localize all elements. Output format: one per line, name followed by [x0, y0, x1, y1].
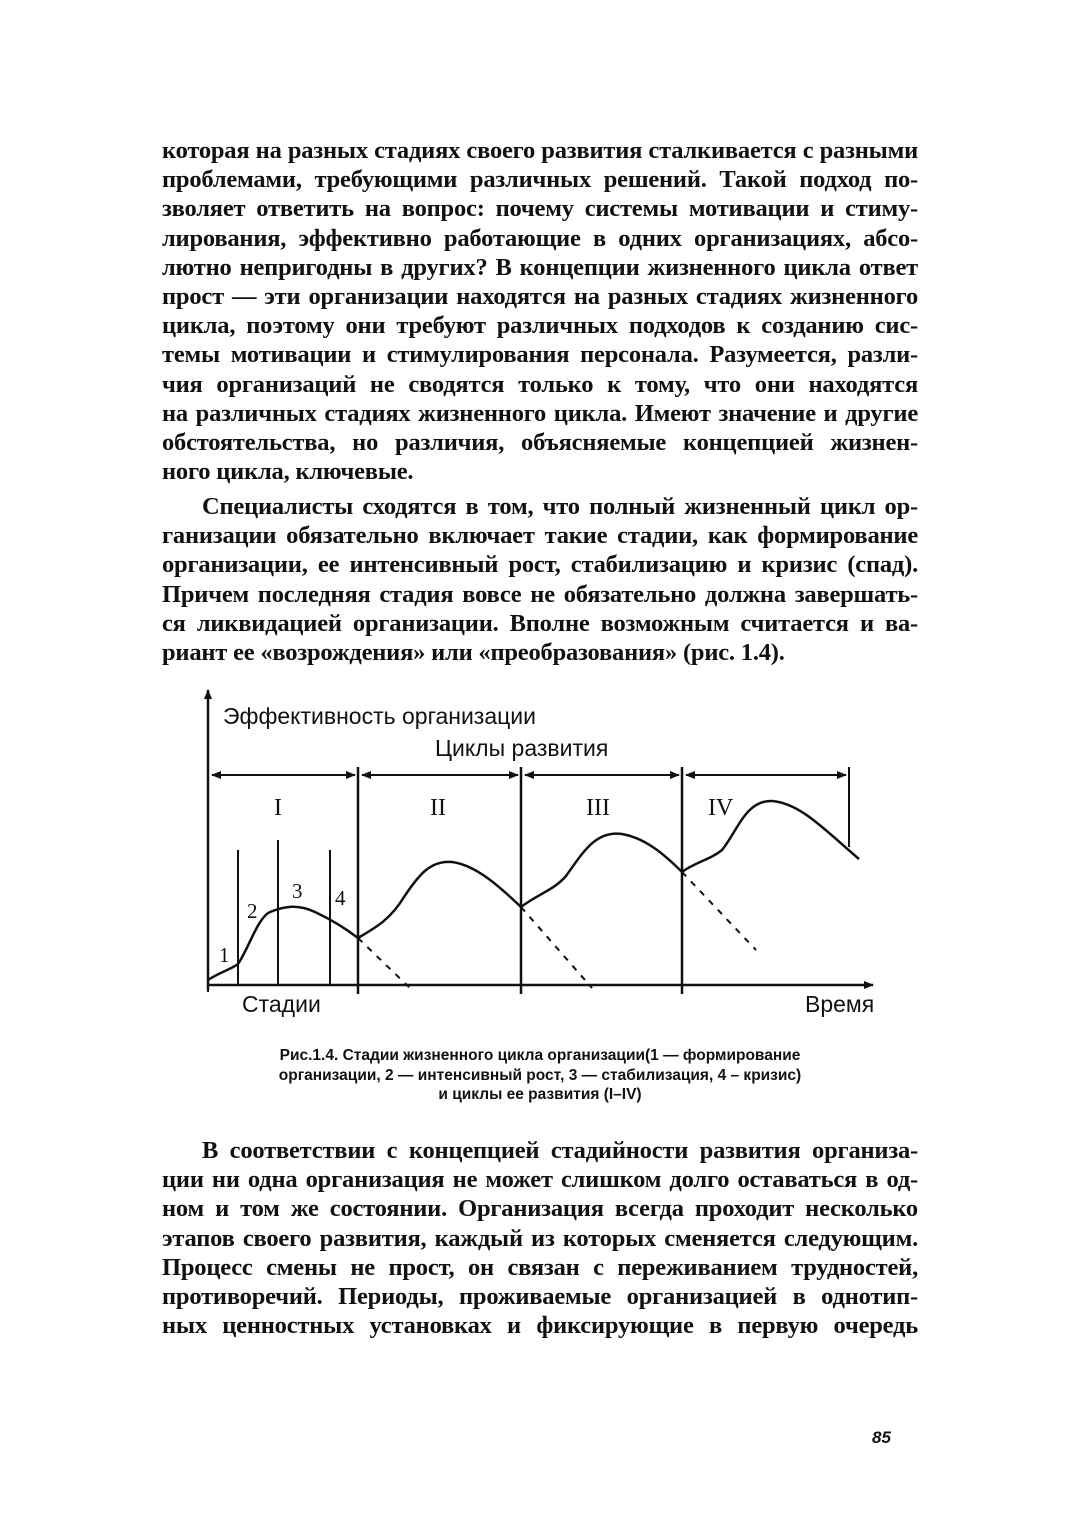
- stage-label: 1: [219, 943, 230, 967]
- cycle-label: III: [586, 795, 610, 821]
- text-line: лирования, эффективно работающие в одних организациях, абсо-: [162, 224, 918, 252]
- text-line: проблемами, требующими различных решений. Такой подход по-: [162, 166, 918, 194]
- paragraph-3: [162, 1136, 918, 1340]
- text-line: ного цикла, ключевые.: [162, 458, 414, 486]
- text-line: которая на разных стадиях своего развития сталкивается с разными: [162, 137, 918, 164]
- caption-line: организации, 2 — интенсивный рост, 3 — стабилизация, 4 – кризис): [278, 1066, 802, 1084]
- text-line: ном и том же состоянии. Организация всегда проходит несколько: [162, 1195, 918, 1223]
- decline-dashed-line: [521, 907, 592, 988]
- text-line: цикла, поэтому они требуют различных подходов к созданию сис-: [162, 312, 918, 340]
- text-line: прост — эти организации находятся на разных стадиях жизненного: [162, 283, 918, 311]
- text-line: Причем последняя стадия вовсе не обязательно должна завершать-: [162, 580, 918, 608]
- life-cycle-figure: [190, 682, 890, 1022]
- text-line: чия организаций не сводятся только к тому, что они находятся: [162, 370, 918, 398]
- caption-line: Рис.1.4. Стадии жизненного цикла организации(1 — формирование: [279, 1047, 801, 1064]
- decline-dashed-line: [358, 938, 412, 990]
- text-line: ганизации обязательно включает такие стадии, как формирование: [162, 522, 918, 550]
- cycle-label: IV: [708, 795, 734, 821]
- text-line: ции ни одна организация не может слишком долго оставаться в од-: [162, 1166, 918, 1194]
- paragraph-2: [162, 492, 918, 667]
- text-line: риант ее «возрождения» или «преобразования» (рис. 1.4).: [162, 639, 785, 667]
- text-line: этапов своего развития, каждый из которых сменяется следующим.: [162, 1224, 918, 1252]
- cycle-label: I: [274, 795, 282, 821]
- efficiency-curve: [208, 801, 859, 980]
- decline-dashed-line: [682, 872, 756, 950]
- text-line: Специалисты сходятся в том, что полный жизненный цикл ор-: [202, 493, 918, 520]
- x-axis-left-label: Стадии: [242, 991, 321, 1017]
- text-line: противоречий. Периоды, проживаемые организацией в однотип-: [162, 1283, 918, 1311]
- paragraph-1: [162, 136, 918, 486]
- x-axis-right-label: Время: [805, 991, 875, 1017]
- text-line: Процесс смены не прост, он связан с переживанием трудностей,: [162, 1253, 918, 1281]
- text-line: ных ценностных установках и фиксирующие в первую очередь: [162, 1312, 918, 1340]
- cycle-label: II: [430, 795, 446, 821]
- y-axis-label: Эффективность организации: [223, 703, 537, 729]
- stage-label: 2: [247, 899, 258, 923]
- caption-line: и циклы ее развития (I–IV): [438, 1086, 642, 1103]
- life-cycle-diagram: [190, 682, 890, 1022]
- text-line: темы мотивации и стимулирования персонала. Разумеется, разли-: [162, 341, 918, 369]
- text-line: обстоятельства, но различия, объясняемые концепцией жизнен-: [162, 429, 918, 457]
- cycles-label: Циклы развития: [435, 735, 609, 761]
- text-line: ся ликвидацией организации. Вполне возможным считается и ва-: [162, 609, 918, 637]
- stage-label: 4: [335, 886, 346, 910]
- text-line: на различных стадиях жизненного цикла. Имеют значение и другие: [162, 399, 918, 427]
- figure-caption: [190, 1046, 890, 1105]
- page-number: 85: [872, 1428, 891, 1447]
- text-line: лютно непригодны в других? В концепции жизненного цикла ответ: [162, 253, 918, 281]
- text-line: зволяет ответить на вопрос: почему системы мотивации и стиму-: [162, 195, 918, 223]
- stage-label: 3: [292, 879, 303, 903]
- text-line: В соответствии с концепцией стадийности развития организа-: [202, 1137, 918, 1164]
- text-line: организации, ее интенсивный рост, стабилизацию и кризис (спад).: [162, 551, 918, 579]
